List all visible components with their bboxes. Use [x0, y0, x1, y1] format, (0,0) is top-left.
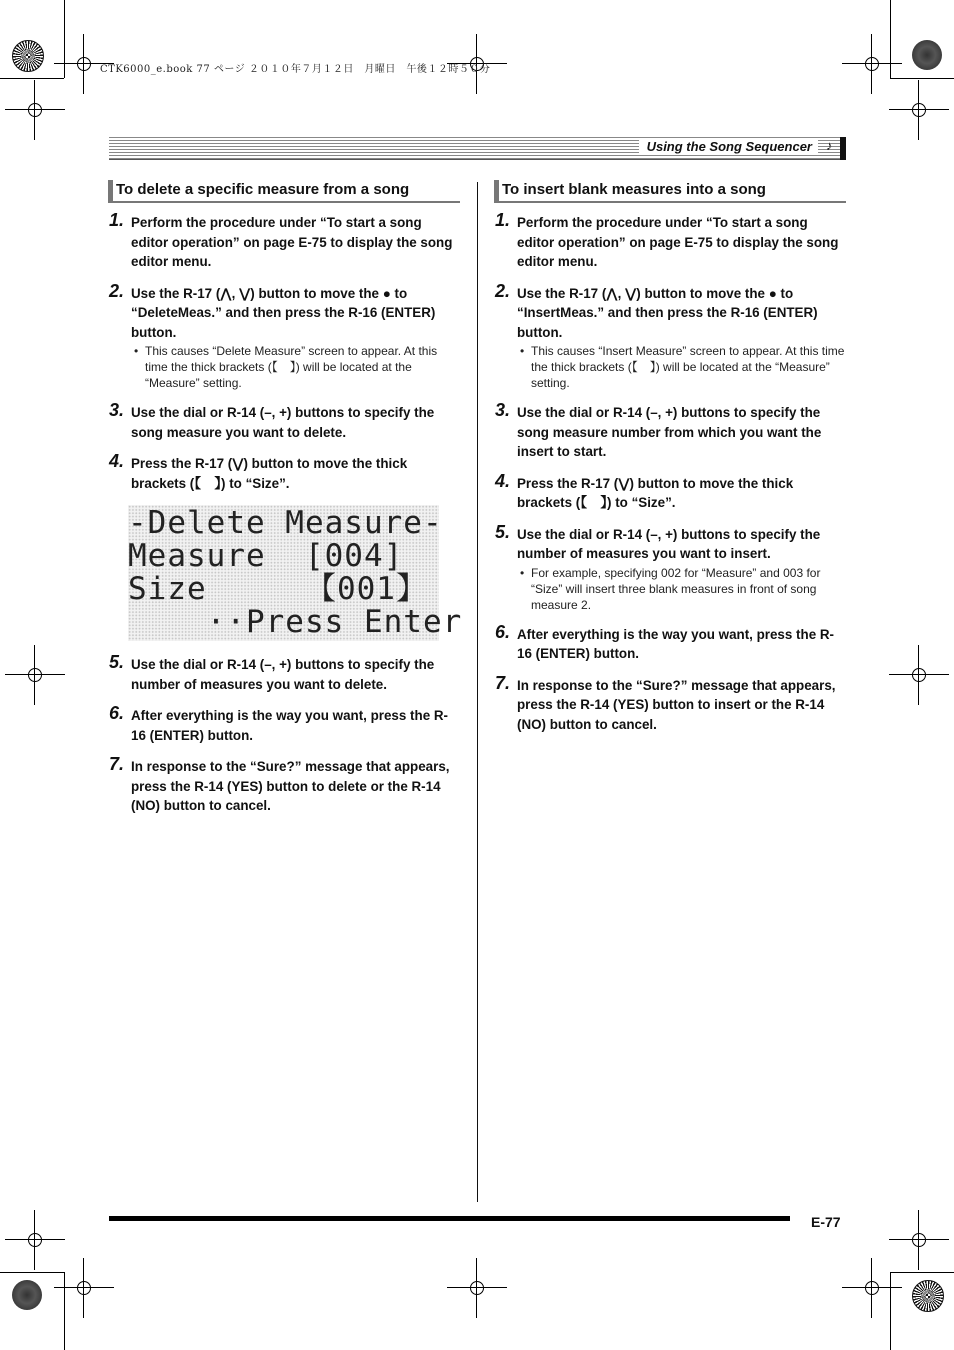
crop-mark-right-upper: [889, 80, 949, 140]
crop-mark-left-middle: [5, 645, 65, 705]
step-4: 4. Press the R-17 (⋁) button to move the thick brackets (【 】) to “Size”.: [109, 451, 408, 491]
step-4: 4. Press the R-17 (⋁) button to move the thick brackets (【 】) to “Size”.: [495, 470, 794, 510]
step-1: 1. Perform the procedure under “To start a song editor operation” on page E-75 to display the song editor menu.: [495, 210, 839, 269]
trim-line: [890, 78, 954, 79]
step-6: 6. After everything is the way you want, press the R-16 (ENTER) button.: [495, 621, 834, 661]
registration-star-bottom-left: [12, 1280, 42, 1310]
trim-line: [890, 1272, 891, 1350]
trim-line: [64, 0, 65, 78]
lcd-line-2: Measure [004]: [128, 538, 404, 574]
step-7: 7. In response to the “Sure?” message that appears, press the R-14 (YES) button to insert or the R-14 (NO) button to cancel.: [495, 672, 836, 732]
right-column: [494, 180, 846, 746]
crop-mark-bottom-right: [842, 1258, 902, 1318]
page-number: E-77: [811, 1214, 841, 1230]
file-info-line: CTK6000_e.book 77 ページ ２０１０年７月１２日 月曜日 午後１２時５０分: [100, 64, 491, 75]
header-cap: [840, 137, 846, 160]
crop-mark-left-upper: [5, 80, 65, 140]
section-heading-delete: To delete a specific measure from a song: [108, 180, 460, 203]
section-heading-insert: To insert blank measures into a song: [494, 180, 846, 203]
header-title: Using the Song Sequencer: [639, 139, 818, 154]
lcd-line-4: ··Press Enter: [128, 604, 463, 640]
step-note: • This causes “Insert Measure” screen to appear. At this time the thick brackets (【 】) will be located at the “Measure” setting.: [517, 343, 846, 391]
trim-line: [0, 1272, 64, 1273]
step-6: 6. After everything is the way you want, press the R-16 (ENTER) button.: [109, 703, 448, 743]
step-1: 1. Perform the procedure under “To start a song editor operation” on page E-75 to display the song editor menu.: [109, 210, 453, 269]
step-3: 3. Use the dial or R-14 (–, +) buttons to specify the song measure you want to delete.: [109, 400, 435, 440]
lcd-screen: [128, 505, 463, 641]
registration-star-top-right: [912, 40, 942, 70]
crop-mark-right-middle: [889, 645, 949, 705]
step-2: 2. Use the R-17 (⋀, ⋁) button to move the ● to “InsertMeas.” and then press the R-16 (ENTER) button. • This causes “Insert Measure” screen to appear. At this time the thick brackets (【 】) will be located at the “Measure” setting.: [494, 284, 846, 392]
registration-star-top-left: [12, 40, 44, 72]
step-note: • This causes “Delete Measure” screen to appear. At this time the thick brackets (【 】) will be located at the “Measure” setting.: [131, 343, 460, 391]
trim-line: [890, 0, 891, 78]
trim-line: [0, 78, 64, 79]
music-note-icon: ♪: [826, 138, 833, 153]
step-7: 7. In response to the “Sure?” message that appears, press the R-14 (YES) button to delete or the R-14 (NO) button to cancel.: [109, 754, 450, 813]
crop-mark-bottom-left: [54, 1258, 114, 1318]
step-3: 3. Use the dial or R-14 (–, +) buttons to specify the song measure number from which you want the insert to start.: [495, 400, 822, 459]
lcd-line-3: Size 【001】: [128, 571, 428, 607]
lcd-line-1: -Delete Measure-: [128, 505, 443, 541]
column-divider: [477, 182, 478, 1202]
trim-line: [64, 1272, 65, 1350]
step-5: 5. Use the dial or R-14 (–, +) buttons to specify the number of measures you want to delete.: [109, 652, 435, 692]
crop-mark-bottom-center: [447, 1258, 507, 1318]
step-2: 2. Use the R-17 (⋀, ⋁) button to move the ● to “DeleteMeas.” and then press the R-16 (ENTER) button. • This causes “Delete Measure” screen to appear. At this time the thick brackets (【 】) will be located at the “Measure” setting.: [108, 284, 460, 392]
step-note: • For example, specifying 002 for “Measure” and 003 for “Size” will insert three blank measures in front of song measure 2.: [517, 565, 846, 613]
step-5: 5. Use the dial or R-14 (–, +) buttons to specify the number of measures you want to insert. • For example, specifying 002 for “Measure” and 003 for “Size” will insert three blank measures in front of song measure 2.: [494, 525, 846, 613]
footer-rule: [109, 1216, 790, 1221]
trim-line: [890, 1272, 954, 1273]
registration-star-bottom-right: [912, 1280, 944, 1312]
left-column: [108, 180, 463, 828]
